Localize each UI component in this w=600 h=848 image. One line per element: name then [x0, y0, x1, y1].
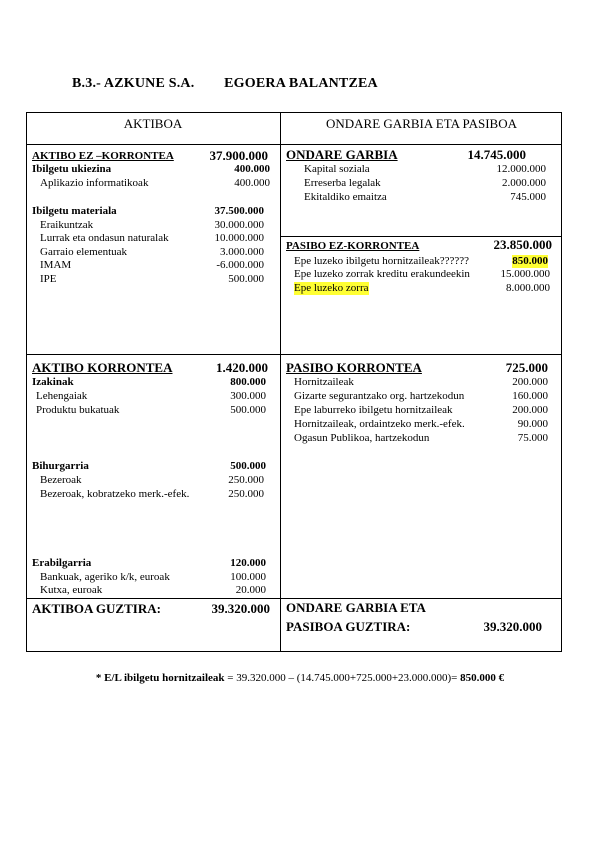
- pasiboa-guztira-value: 39.320.000: [483, 619, 542, 634]
- list-item: Epe luzeko ibilgetu hornitzaileak??????: [294, 255, 469, 267]
- header-divider: [26, 144, 562, 145]
- list-item-value: 250.000: [228, 474, 264, 486]
- page-title: [72, 76, 378, 92]
- list-item-value: 160.000: [512, 390, 548, 402]
- list-item: Eraikuntzak: [40, 219, 94, 231]
- izakinak-total: 800.000: [230, 376, 266, 388]
- aktibo-k-label: AKTIBO KORRONTEA: [32, 360, 173, 375]
- list-item-value: 3.000.000: [220, 246, 264, 258]
- list-item: Epe luzeko zorrak kreditu erakundeekin: [294, 268, 470, 280]
- pasiboa-guztira-label-1: ONDARE GARBIA ETA: [286, 600, 426, 615]
- list-item: Ekitaldiko emaitza: [304, 191, 387, 203]
- list-item-value: 90.000: [517, 418, 548, 430]
- list-item: Bezeroak: [40, 474, 82, 486]
- aktiboa-guztira-label: AKTIBOA GUZTIRA:: [32, 601, 161, 616]
- bihurgarria-total: 500.000: [230, 460, 266, 472]
- list-item: Ogasun Publikoa, hartzekodun: [294, 432, 430, 444]
- list-item-value: 500.000: [230, 404, 266, 416]
- footnote-formula: = 39.320.000 – (14.745.000+725.000+23.000.000)=: [224, 672, 461, 684]
- ukiezina-label: Ibilgetu ukiezina: [32, 163, 112, 175]
- list-item: Hornitzaileak: [294, 376, 354, 388]
- list-item: Epe laburreko ibilgetu hornitzaileak: [294, 404, 453, 416]
- company-name: B.3.- AZKUNE S.A.: [72, 76, 195, 91]
- ondare-label: ONDARE GARBIA: [286, 147, 398, 162]
- erabilgarria-total: 120.000: [230, 557, 266, 569]
- aktibo-ez-label: AKTIBO EZ –KORRONTEA: [32, 150, 174, 162]
- list-item: Bezeroak, kobratzeko merk.-efek.: [40, 488, 190, 500]
- list-item: Lehengaiak: [36, 390, 88, 402]
- list-item: Kutxa, euroak: [40, 584, 103, 596]
- list-item: Bankuak, ageriko k/k, euroak: [40, 571, 170, 583]
- list-item: Aplikazio informatikoak: [40, 177, 149, 189]
- list-item-value: 30.000.000: [214, 219, 264, 231]
- list-item-value: -6.000.000: [216, 259, 264, 271]
- aktiboa-guztira-value: 39.320.000: [211, 601, 270, 616]
- footnote: [0, 672, 600, 684]
- list-item-value: 75.000: [517, 432, 548, 444]
- pasiboa-guztira-label-2: PASIBOA GUZTIRA:: [286, 619, 411, 634]
- list-item-value: 745.000: [510, 191, 546, 203]
- list-item: Kapital soziala: [304, 163, 370, 175]
- aktibo-k-total: 1.420.000: [216, 360, 268, 375]
- ondare-pasiboa-header: ONDARE GARBIA ETA PASIBOA: [326, 116, 517, 131]
- list-item-value: 400.000: [234, 177, 270, 189]
- pasibo-k-label: PASIBO KORRONTEA: [286, 360, 422, 375]
- aktiboa-header: AKTIBOA: [123, 116, 183, 131]
- footnote-result: 850.000 €: [460, 672, 505, 684]
- ondare-total: 14.745.000: [467, 147, 526, 162]
- materiala-label: Ibilgetu materiala: [32, 205, 117, 217]
- pasibo-ez-label: PASIBO EZ-KORRONTEA: [286, 240, 420, 252]
- materiala-total: 37.500.000: [214, 205, 264, 217]
- list-item-value: 10.000.000: [214, 232, 264, 244]
- list-item-value: 300.000: [230, 390, 266, 402]
- list-item: Hornitzaileak, ordaintzeko merk.-efek.: [294, 418, 465, 430]
- list-item-value: 250.000: [228, 488, 264, 500]
- pasibo-ez-total: 23.850.000: [493, 237, 552, 252]
- column-divider: [280, 112, 281, 652]
- aktibo-ez-total: 37.900.000: [209, 148, 268, 163]
- erabilgarria-label: Erabilgarria: [32, 557, 92, 569]
- list-item-value: 100.000: [230, 571, 266, 583]
- izakinak-label: Izakinak: [32, 376, 74, 388]
- ukiezina-total: 400.000: [234, 163, 270, 175]
- list-item-value: 200.000: [512, 376, 548, 388]
- list-item-value: 12.000.000: [496, 163, 546, 175]
- list-item: Erreserba legalak: [304, 177, 381, 189]
- list-item-value: 20.000: [235, 584, 266, 596]
- document-title: EGOERA BALANTZEA: [224, 76, 378, 91]
- bihurgarria-label: Bihurgarria: [32, 460, 89, 472]
- list-item-value: 500.000: [228, 273, 264, 285]
- list-item-value: 200.000: [512, 404, 548, 416]
- list-item: Lurrak eta ondasun naturalak: [40, 232, 169, 244]
- section-divider: [26, 354, 562, 355]
- highlighted-value: 850.000: [512, 255, 548, 267]
- totals-divider: [26, 598, 562, 599]
- list-item-value: 2.000.000: [502, 177, 546, 189]
- footnote-label: * E/L ibilgetu hornitzaileak: [95, 672, 225, 684]
- list-item: IMAM: [40, 259, 72, 271]
- highlighted-item: Epe luzeko zorra: [294, 282, 369, 294]
- list-item-value: 15.000.000: [500, 268, 550, 280]
- list-item-value: 8.000.000: [506, 282, 550, 294]
- list-item: Garraio elementuak: [40, 246, 128, 258]
- list-item: Gizarte segurantzako org. hartzekodun: [294, 390, 465, 402]
- list-item: Produktu bukatuak: [36, 404, 120, 416]
- list-item: IPE: [40, 273, 57, 285]
- pasibo-k-total: 725.000: [505, 360, 548, 375]
